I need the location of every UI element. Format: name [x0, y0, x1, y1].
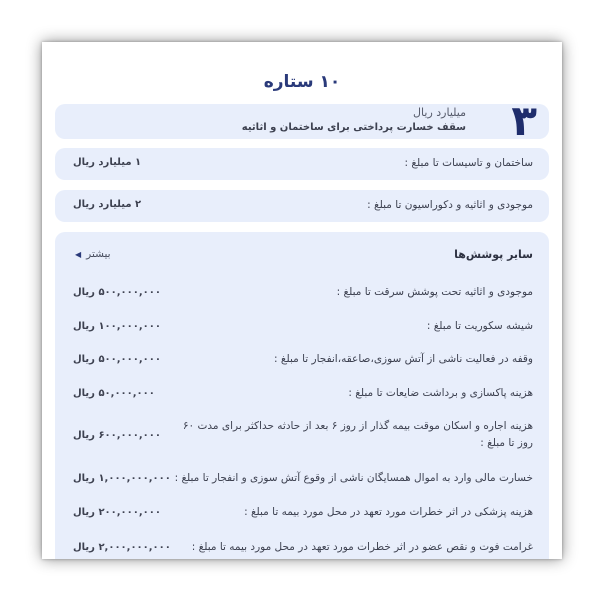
coverage-subtitle: سقف خسارت پرداختی برای ساختمان و اثاثیه — [241, 122, 466, 133]
item-value: ۵۰۰,۰۰۰,۰۰۰ ریال — [73, 354, 161, 365]
item-label: غرامت فوت و نقص عضو در اثر خطرات مورد تعهد در محل مورد بیمه تا مبلغ : — [191, 541, 533, 553]
item-label: شیشه سکوریت تا مبلغ : — [426, 320, 533, 332]
chevron-left-icon: ◀ — [75, 249, 82, 259]
coverage-value: ۲ میلیارد ریال — [73, 199, 142, 210]
item-label: خسارت مالی وارد به اموال همسایگان ناشی از وقوع آتش سوزی و انفجار تا مبلغ : — [174, 472, 533, 484]
coverage-summary — [55, 96, 549, 145]
coverage-amount: ۳ — [511, 96, 537, 145]
plan-title: ۱۰ ستاره — [263, 72, 341, 92]
item-value: ۶۰۰,۰۰۰,۰۰۰ ریال — [73, 430, 161, 441]
item-label: هزینه پاکسازی و برداشت ضایعات تا مبلغ : — [348, 387, 533, 399]
more-label: بیشتر — [86, 248, 111, 260]
item-value: ۱۰۰,۰۰۰,۰۰۰ ریال — [73, 321, 161, 332]
building-coverage-row — [55, 148, 549, 180]
item-value: ۲۰۰,۰۰۰,۰۰۰ ریال — [73, 507, 161, 518]
coverage-unit: میلیارد ریال — [413, 106, 466, 119]
more-button[interactable] — [75, 248, 111, 260]
coverage-label: موجودی و اثاثیه و دکوراسیون تا مبلغ : — [367, 199, 533, 211]
item-value: ۲,۰۰۰,۰۰۰,۰۰۰ ریال — [73, 542, 171, 553]
item-value: ۵۰۰,۰۰۰,۰۰۰ ریال — [73, 287, 161, 298]
other-coverages-panel — [55, 232, 549, 559]
plan-card — [42, 42, 562, 559]
coverage-label: ساختمان و تاسیسات تا مبلغ : — [404, 157, 533, 169]
item-label: وقفه در فعالیت ناشی از آتش سوزی،صاعقه،انفجار تا مبلغ : — [274, 353, 533, 365]
coverage-value: ۱ میلیارد ریال — [73, 157, 142, 168]
item-label: هزینه پزشکی در اثر خطرات مورد تعهد در محل مورد بیمه تا مبلغ : — [244, 506, 533, 518]
item-value: ۱,۰۰۰,۰۰۰,۰۰۰ ریال — [73, 473, 171, 484]
item-label: هزینه اجاره و اسکان موقت بیمه گذار از روز ۶ بعد از حادثه حداکثر برای مدت ۶۰ روز تا مبلغ : — [182, 420, 533, 449]
furniture-coverage-row — [55, 190, 549, 222]
item-value: ۵۰,۰۰۰,۰۰۰ ریال — [73, 388, 155, 399]
item-label: موجودی و اثاثیه تحت پوشش سرقت تا مبلغ : — [336, 286, 533, 298]
other-coverages-header: سایر پوشش‌ها — [454, 248, 533, 261]
